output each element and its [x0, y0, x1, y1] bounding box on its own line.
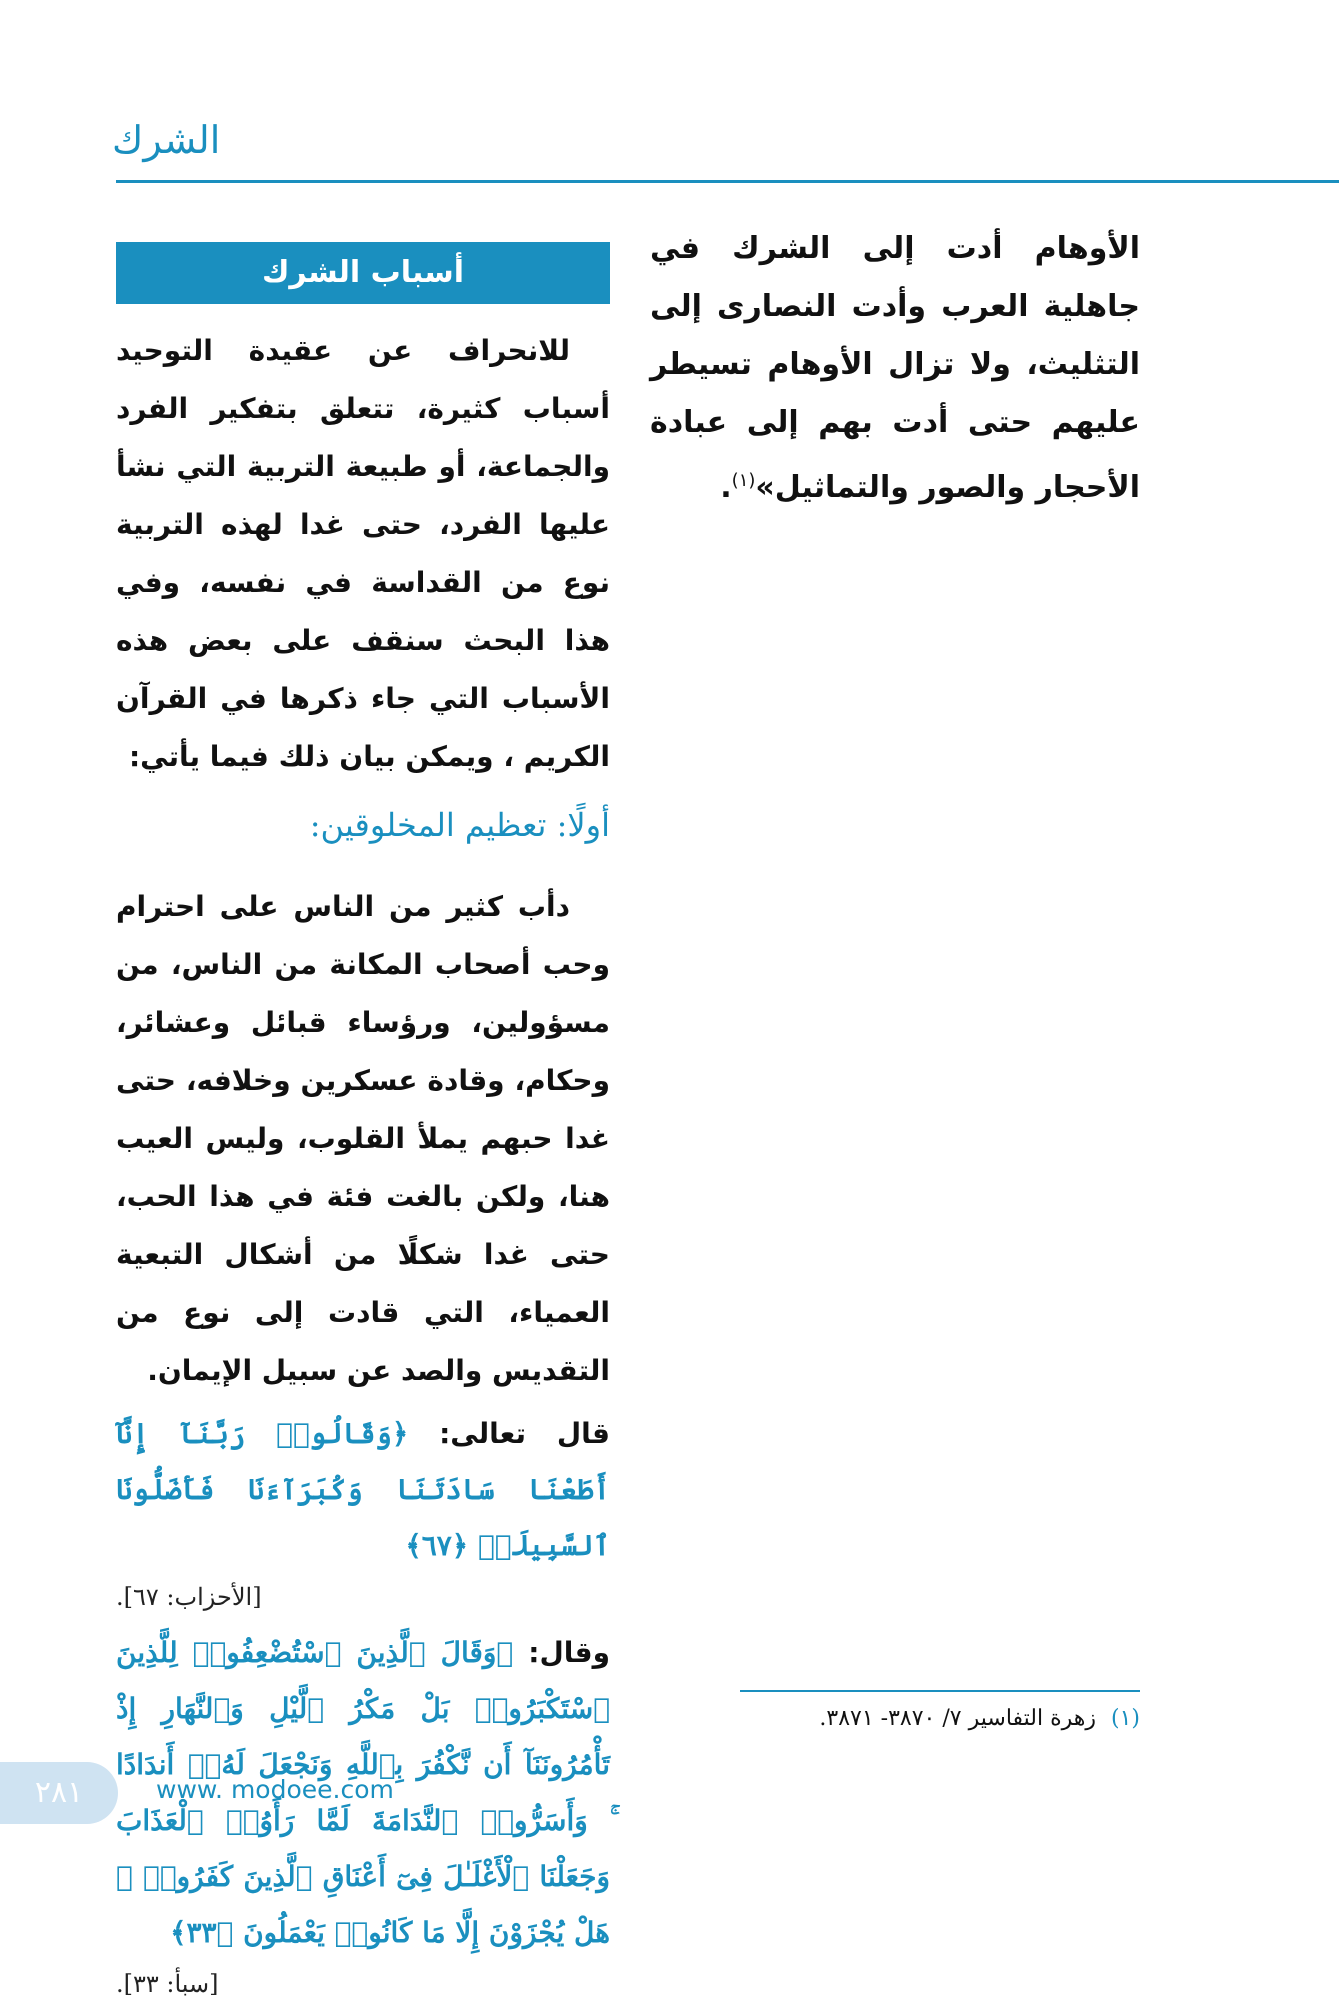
verse-intro: وقال: [528, 1636, 610, 1669]
intro-paragraph: للانحراف عن عقيدة التوحيد أسباب كثيرة، تتعلق بتفكير الفرد والجماعة، أو طبيعة التربية التي نشأ عليها الفرد، حتى غدا لهذه التربية نوع من القداسة في نفسه، وفي هذا البحث سنقف على بعض هذه الأسباب التي جاء ذكرها في القرآن الكريم ، ويمكن بيان ذلك فيما يأتي: [116, 334, 610, 773]
footnote-reference[interactable]: (١) [731, 470, 756, 491]
footnote [700, 1706, 1140, 1731]
verse-intro: قال تعالى: [439, 1417, 610, 1450]
verse-reference-line [116, 1961, 610, 2006]
footnote-text: زهرة التفاسير ٧/ ٣٨٧٠- ٣٨٧١. [819, 1706, 1096, 1731]
right-column [650, 220, 1140, 517]
page-number: ٢٨١ [34, 1775, 84, 1810]
quran-verse: ﴿وَقَالُوا۟ رَبَّنَآ إِنَّآ أَطَعْنَا سَادَتَنَا وَكُبَرَآءَنَا فَأَضَلُّونَا ٱلسَّبِيلَا۠ ﴿٦٧﴾ [116, 1417, 610, 1562]
verse-reference: [الأحزاب: ٦٧]. [116, 1583, 262, 1611]
footnote-number: (١) [1110, 1706, 1140, 1731]
page-number-tab [0, 1762, 118, 1824]
quran-verse: ﴿وَقَالَ ٱلَّذِينَ ٱسْتُضْعِفُوا۟ لِلَّذِينَ ٱسْتَكْبَرُوا۟ بَلْ مَكْرُ ٱلَّيْلِ وَٱلنَّهَارِ إِذْ تَأْمُرُونَنَآ أَن نَّكْفُرَ بِٱللَّهِ وَنَجْعَلَ لَهُۥٓ أَندَادًا ۚ وَأَسَرُّوا۟ ٱلنَّدَامَةَ لَمَّا رَأَوُا۟ ٱلْعَذَابَ وَجَعَلْنَا ٱلْأَغْلَـٰلَ فِىٓ أَعْنَاقِ ٱلَّذِينَ كَفَرُوا۟ ۚ هَلْ يُجْزَوْنَ إِلَّا مَا كَانُوا۟ يَعْمَلُونَ ﴿٣٣﴾ [116, 1636, 610, 1949]
verse-block-1 [116, 1406, 610, 1574]
header-divider [116, 180, 1339, 183]
right-column-body: الأوهام أدت إلى الشرك في جاهلية العرب وأدت النصارى إلى التثليث، ولا تزال الأوهام تسيطر عليهم حتى أدت بهم إلى عبادة الأحجار والصور والتماثيل» [650, 231, 1140, 505]
right-column-end: . [720, 470, 732, 505]
website-link[interactable]: www. modoee.com [156, 1775, 394, 1804]
section-title: أسباب الشرك [261, 255, 465, 290]
subheading-first-cause: أولًا: تعظيم المخلوقين: [309, 806, 610, 844]
left-column [116, 322, 610, 2006]
section-title-bar [116, 242, 610, 304]
verse-reference: [سبأ: ٣٣]. [116, 1970, 219, 1998]
footnote-divider [740, 1690, 1140, 1692]
page-header-title: الشرك [112, 118, 221, 162]
body-paragraph: دأب كثير من الناس على احترام وحب أصحاب المكانة من الناس، من مسؤولين، ورؤساء قبائل وعشائر، وحكام، وقادة عسكرين وخلافه، حتى غدا حبهم يملأ القلوب، وليس العيب هنا، ولكن بالغت فئة في هذا الحب، حتى غدا شكلًا من أشكال التبعية العمياء، التي قادت إلى نوع من التقديس والصد عن سبيل الإيمان. [116, 890, 610, 1387]
verse-reference-line [116, 1574, 610, 1619]
right-column-text [650, 220, 1140, 517]
